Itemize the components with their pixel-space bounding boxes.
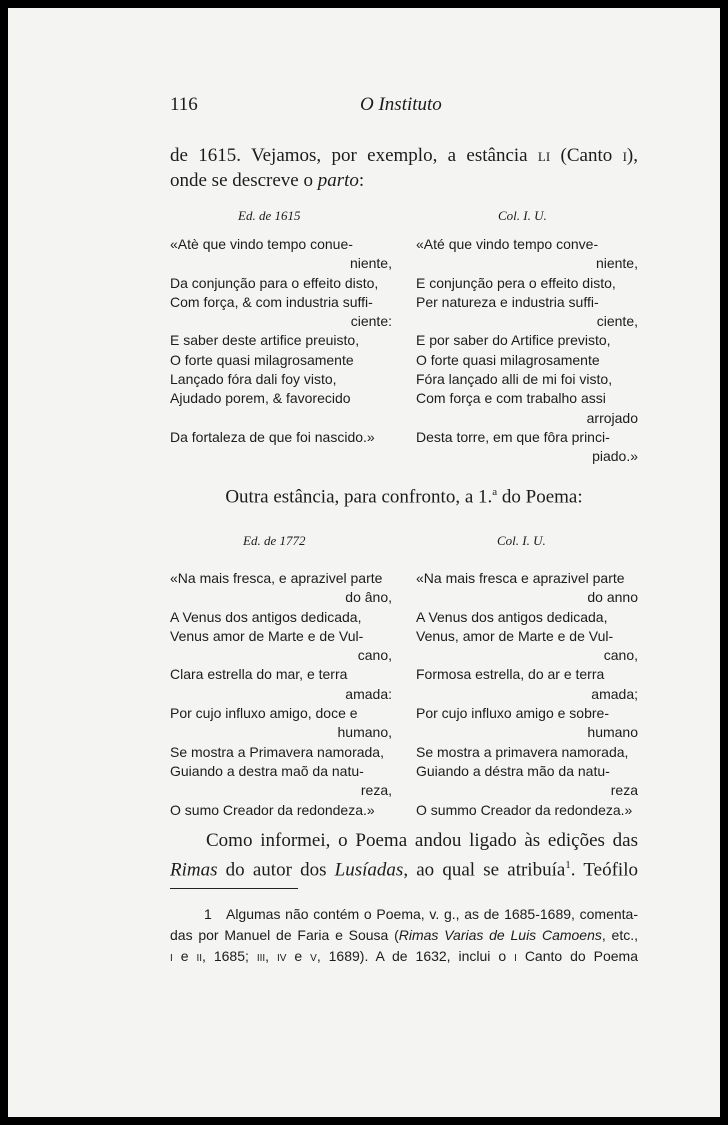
stanza-colIU-1-verse-line: Fóra lançado alli de mi foi visto, xyxy=(416,371,613,388)
footnote-rule xyxy=(170,888,298,889)
stanza-1772-verse-line: Guiando a destra maõ da natu- xyxy=(170,762,364,779)
stanza-colIU-2-verse-line: amada; xyxy=(591,685,638,702)
stanza-1615-verse-line xyxy=(170,409,392,428)
stanza-colIU-1-verse-line: Com força e com trabalho assi xyxy=(416,390,606,407)
stanza-colIU-2-verse-line: Por cujo influxo amigo e sobre- xyxy=(416,705,609,722)
page-header xyxy=(170,94,638,118)
stanza-colIU-1-verse-line: ciente, xyxy=(596,313,638,330)
stanza-colIU-2-verse-line: reza xyxy=(610,782,638,799)
stanza-1615-verse-line: O forte quasi milagrosamente xyxy=(170,351,354,368)
stanza-1772-verse-line: cano, xyxy=(357,647,392,664)
right-column-heading-1: Col. I. U. xyxy=(498,208,547,223)
stanza-1772-verse-line: Se mostra a Primavera namorada, xyxy=(170,743,384,760)
left-column-heading-1: Ed. de 1615 xyxy=(238,208,301,223)
stanza-colIU-1-verse-line: Desta torre, em que fôra princi- xyxy=(416,428,610,445)
stanza-colIU-1-verse-line: «Até que vindo tempo conve- xyxy=(416,236,599,252)
stanza-colIU-2-verse-line: Formosa estrella, do ar e terra xyxy=(416,666,605,683)
stanza-colIU-1-verse-line: E por saber do Artifice previsto, xyxy=(416,332,611,349)
section-intro-line: Outra estância, para confronto, a 1.$^a$ do Poema: xyxy=(225,486,583,508)
intro-line-1: de 1615. Vejamos, por exemplo, a estância li (Canto i), xyxy=(170,145,638,166)
right-column-heading-2: Col. I. U. xyxy=(497,533,546,548)
left-column-heading-2: Ed. de 1772 xyxy=(243,533,306,548)
stanza-colIU-2-verse-line: Se mostra a primavera namorada, xyxy=(416,743,629,760)
footnote-marker: 1 xyxy=(204,906,212,922)
stanza-colIU-2-verse-line: Guiando a déstra mão da natu- xyxy=(416,762,610,779)
stanza-colIU-1-verse-line: E conjunção pera o effeito disto, xyxy=(416,274,616,291)
stanza-1615-verse-line: Ajudado porem, & favorecido xyxy=(170,390,351,407)
stanza-1615-verse-line: «Atè que vindo tempo conue- xyxy=(170,236,353,252)
stanza-1772-verse-line: humano, xyxy=(337,724,392,741)
stanza-1615-column xyxy=(170,235,392,447)
stanza-1772-verse-line: reza, xyxy=(360,782,392,799)
footnote-line-1: 1 Algumas não contém o Poema, v. g., as de 1685-1689, comenta- xyxy=(204,906,638,922)
stanza-colIU-2-verse-line: O summo Creador da redondeza.» xyxy=(416,801,633,818)
stanza-1772-verse-line: Por cujo influxo amigo, doce e xyxy=(170,705,358,722)
closing-paragraph xyxy=(170,828,638,882)
stanza-colIU-2-verse-line: «Na mais fresca e aprazivel parte xyxy=(416,570,625,586)
intro-paragraph xyxy=(170,143,638,193)
running-title: O Instituto xyxy=(360,94,442,115)
stanza-1772-verse-line: «Na mais fresca, e aprazivel parte xyxy=(170,570,383,586)
stanza-colIU-1-verse-line: O forte quasi milagrosamente xyxy=(416,351,600,368)
intro-line-2: onde se descreve o parto: xyxy=(170,170,365,191)
stanza-1772-verse-line: do âno, xyxy=(345,589,392,606)
stanza-1615-verse-line: ciente: xyxy=(350,313,392,330)
stanza-1772-verse-line: Clara estrella do mar, e terra xyxy=(170,666,348,683)
stanza-1772-column xyxy=(170,569,392,820)
stanza-colIU-1-verse-line: piado.» xyxy=(592,448,638,465)
stanza-1615-verse-line: Da conjunção para o effeito disto, xyxy=(170,274,379,291)
stanza-colIU-1-verse-line: arrojado xyxy=(586,409,638,426)
stanza-1772-verse-line: A Venus dos antigos dedicada, xyxy=(170,608,362,625)
stanza-colIU-1-verse-line: Per natureza e industria suffi- xyxy=(416,293,599,310)
stanza-1772-verse-line: amada: xyxy=(345,685,392,702)
stanza-colIU-2-verse-line: Venus, amor de Marte e de Vul- xyxy=(416,627,614,644)
stanza-colIU-1-verse-line: niente, xyxy=(595,255,638,272)
stanza-1772-verse-line: Venus amor de Marte e de Vul- xyxy=(170,627,364,644)
stanza-colIU-column-2 xyxy=(416,569,638,820)
footnote-line-2: das por Manuel de Faria e Sousa (Rimas Varias de Luis Camoens, etc., xyxy=(170,927,638,943)
closing-line-1: Como informei, o Poema andou ligado às edições das xyxy=(206,830,638,851)
stanza-1615-verse-line: Lançado fóra dali foy visto, xyxy=(170,371,337,388)
stanza-1772-verse-line: O sumo Creador da redondeza.» xyxy=(170,801,375,818)
stanza-1615-verse-line: E saber deste artifice preuisto, xyxy=(170,332,360,349)
stanza-1615-verse-line: niente, xyxy=(349,255,392,272)
closing-line-2: Rimas do autor dos Lusíadas, ao qual se atribuía$^1$. Teófilo xyxy=(170,859,638,881)
footnote xyxy=(170,904,638,967)
stanza-1615-verse-line: Com força, & com industria suffi- xyxy=(170,293,373,310)
stanza-colIU-2-verse-line: cano, xyxy=(603,647,638,664)
stanza-colIU-2-verse-line: A Venus dos antigos dedicada, xyxy=(416,608,608,625)
footnote-line-3: i e ii, 1685; iii, iv e v, 1689). A de 1632, inclui o i Canto do Poema xyxy=(170,948,638,964)
stanza-1615-verse-line: Da fortaleza de que foi nascido.» xyxy=(170,428,375,445)
stanza-colIU-column-1 xyxy=(416,235,638,467)
page-number: 116 xyxy=(170,94,198,115)
stanza-colIU-2-verse-line: humano xyxy=(587,724,638,741)
stanza-colIU-2-verse-line: do anno xyxy=(587,589,638,606)
